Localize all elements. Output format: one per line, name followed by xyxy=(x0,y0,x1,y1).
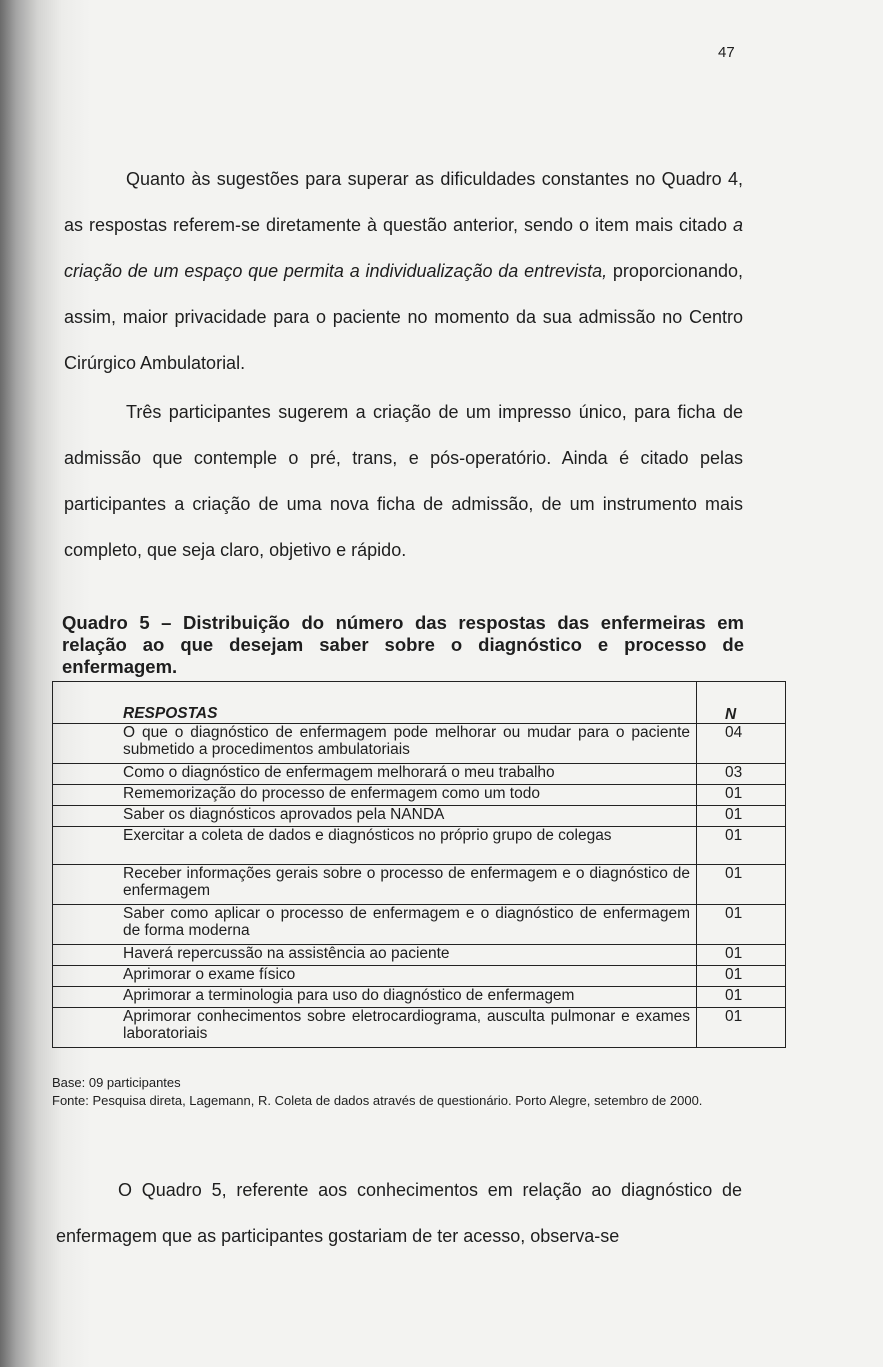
quadro-5-table xyxy=(52,681,786,1048)
page-number: 47 xyxy=(718,44,735,61)
paragraph-participantes xyxy=(64,389,743,573)
row-resposta: O que o diagnóstico de enfermagem pode melhorar ou mudar para o paciente submetido a procedimentos ambulatoriais xyxy=(53,724,697,764)
row-resposta: Aprimorar conhecimentos sobre eletrocardiograma, ausculta pulmonar e exames laboratoriais xyxy=(53,1008,697,1048)
row-n: 01 xyxy=(697,987,786,1008)
table-row xyxy=(53,905,786,945)
table-caption: Quadro 5 – Distribuição do número das respostas das enfermeiras em relação ao que desejam saber sobre o diagnóstico e processo de enfermagem. xyxy=(62,612,744,677)
paragraph-closing xyxy=(56,1167,742,1259)
paragraph-sugestoes-end: proporcionando, assim, maior privacidade para o paciente no momento da sua admissão no Centro Cirúrgico Ambulatorial. xyxy=(64,261,743,373)
table-row xyxy=(53,945,786,966)
row-n: 01 xyxy=(697,966,786,987)
header-respostas: RESPOSTAS xyxy=(53,682,697,724)
table-row xyxy=(53,987,786,1008)
paragraph-sugestoes xyxy=(64,156,743,386)
row-n: 01 xyxy=(697,806,786,827)
row-n: 01 xyxy=(697,1008,786,1048)
table-row xyxy=(53,1008,786,1048)
table-base: Base: 09 participantes xyxy=(52,1075,181,1090)
row-n: 01 xyxy=(697,865,786,905)
table-header-row xyxy=(53,682,786,724)
row-resposta: Aprimorar o exame físico xyxy=(53,966,697,987)
paragraph-sugestoes-text: Quanto às sugestões para superar as dificuldades constantes no Quadro 4, as respostas referem-se diretamente à questão anterior, sendo o item mais citado xyxy=(64,169,743,235)
row-n: 04 xyxy=(697,724,786,764)
row-n: 01 xyxy=(697,945,786,966)
row-n: 01 xyxy=(697,905,786,945)
table-row xyxy=(53,806,786,827)
table-row xyxy=(53,724,786,764)
row-resposta: Aprimorar a terminologia para uso do diagnóstico de enfermagem xyxy=(53,987,697,1008)
row-resposta: Como o diagnóstico de enfermagem melhorará o meu trabalho xyxy=(53,764,697,785)
table-source: Fonte: Pesquisa direta, Lagemann, R. Coleta de dados através de questionário. Porto Alegre, setembro de 2000. xyxy=(52,1093,703,1108)
table-row xyxy=(53,785,786,806)
row-resposta: Saber como aplicar o processo de enfermagem e o diagnóstico de enfermagem de forma moderna xyxy=(53,905,697,945)
row-resposta: Haverá repercussão na assistência ao paciente xyxy=(53,945,697,966)
row-resposta: Exercitar a coleta de dados e diagnósticos no próprio grupo de colegas xyxy=(53,827,697,865)
paragraph-sugestoes-emphasis: a criação de um espaço que permita a individualização da entrevista, xyxy=(64,215,743,281)
paragraph-participantes-text: Três participantes sugerem a criação de um impresso único, para ficha de admissão que contemple o pré, trans, e pós-operatório. Ainda é citado pelas participantes a criação de uma nova ficha de admissão, de um instrumento mais completo, que seja claro, objetivo e rápido. xyxy=(64,402,743,560)
row-n: 01 xyxy=(697,827,786,865)
row-resposta: Receber informações gerais sobre o processo de enfermagem e o diagnóstico de enfermagem xyxy=(53,865,697,905)
header-n: N xyxy=(697,682,786,724)
table-notes xyxy=(52,1074,742,1110)
row-n: 01 xyxy=(697,785,786,806)
paragraph-closing-text: O Quadro 5, referente aos conhecimentos em relação ao diagnóstico de enfermagem que as participantes gostariam de ter acesso, observa-se xyxy=(56,1180,742,1246)
row-n: 03 xyxy=(697,764,786,785)
table-row xyxy=(53,865,786,905)
row-resposta: Saber os diagnósticos aprovados pela NANDA xyxy=(53,806,697,827)
table-row xyxy=(53,827,786,865)
table-row xyxy=(53,764,786,785)
row-resposta: Rememorização do processo de enfermagem como um todo xyxy=(53,785,697,806)
table-row xyxy=(53,966,786,987)
